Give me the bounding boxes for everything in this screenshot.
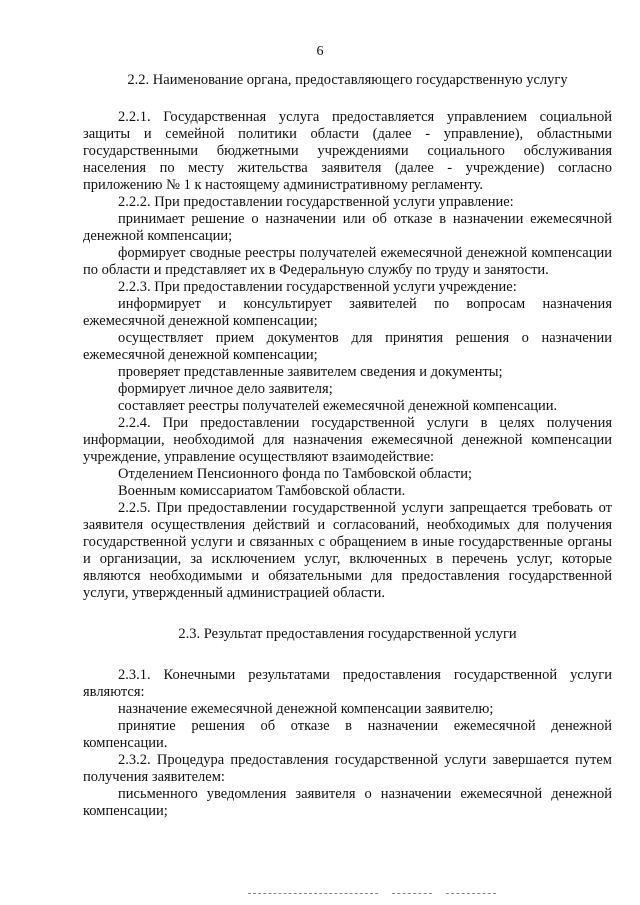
list-item: назначение ежемесячной денежной компенсации заявителю; — [118, 701, 494, 717]
document-body — [83, 72, 612, 820]
page-number: 6 — [316, 44, 324, 59]
list-item: осуществляет прием документов для принятия решения о назначении ежемесячной денежной компенсации; — [83, 330, 612, 363]
list-item: принятие решения об отказе в назначении ежемесячной денежной компенсации. — [83, 718, 612, 751]
paragraph-2-2-3: 2.2.3. При предоставлении государственной услуги учреждение: — [118, 279, 517, 295]
list-item: составляет реестры получателей ежемесячной денежной компенсации. — [118, 398, 558, 414]
list-item: Военным комиссариатом Тамбовской области. — [118, 483, 406, 499]
paragraph-2-3-1: 2.3.1. Конечными результатами предоставления государственной услуги являются: — [83, 667, 612, 700]
paragraph-2-2-1: 2.2.1. Государственная услуга предоставляется управлением социальной защиты и семейной политики области (далее - управление), областными государственными бюджетными учреждениями социального обслуживания населения по месту жительства заявителя (далее - учреждение) согласно приложению № 1 к настоящему административному регламенту. — [83, 109, 612, 193]
section-heading-2-2: 2.2. Наименование органа, предоставляющего государственную услугу — [127, 72, 568, 88]
paragraph-2-2-2: 2.2.2. При предоставлении государственной услуги управление: — [118, 194, 514, 210]
list-item: проверяет представленные заявителем сведения и документы; — [118, 364, 503, 380]
paragraph-2-3-2: 2.3.2. Процедура предоставления государственной услуги завершается путем получения заявителем: — [83, 752, 612, 785]
list-item: формирует личное дело заявителя; — [118, 381, 333, 397]
list-item: формирует сводные реестры получателей ежемесячной денежной компенсации по области и представляет их в Федеральную службу по труду и занятости. — [83, 245, 612, 278]
paragraph-2-2-4: 2.2.4. При предоставлении государственной услуги в целях получения информации, необходимой для назначения ежемесячной денежной компенсации учреждение, управление осуществляют взаимодействие: — [83, 415, 612, 465]
list-item: принимает решение о назначении или об отказе в назначении ежемесячной денежной компенсации; — [83, 211, 612, 244]
list-item: информирует и консультирует заявителей по вопросам назначения ежемесячной денежной компенсации; — [83, 296, 612, 329]
paragraph-2-2-5: 2.2.5. При предоставлении государственной услуги запрещается требовать от заявителя осуществления действий и согласований, необходимых для получения государственной услуги и связанных с обращением в иные государственные органы и организации, за исключением услуг, включенных в перечень услуг, которые являются необходимыми и обязательными для предоставления государственной услуги, утвержденный администрацией области. — [83, 500, 612, 601]
list-item: письменного уведомления заявителя о назначении ежемесячной денежной компенсации; — [83, 786, 612, 819]
section-heading-2-3: 2.3. Результат предоставления государственной услуги — [178, 626, 517, 642]
footer-divider — [446, 893, 496, 894]
list-item: Отделением Пенсионного фонда по Тамбовской области; — [118, 466, 473, 482]
footer-divider — [248, 893, 378, 894]
footer-divider — [392, 893, 432, 894]
